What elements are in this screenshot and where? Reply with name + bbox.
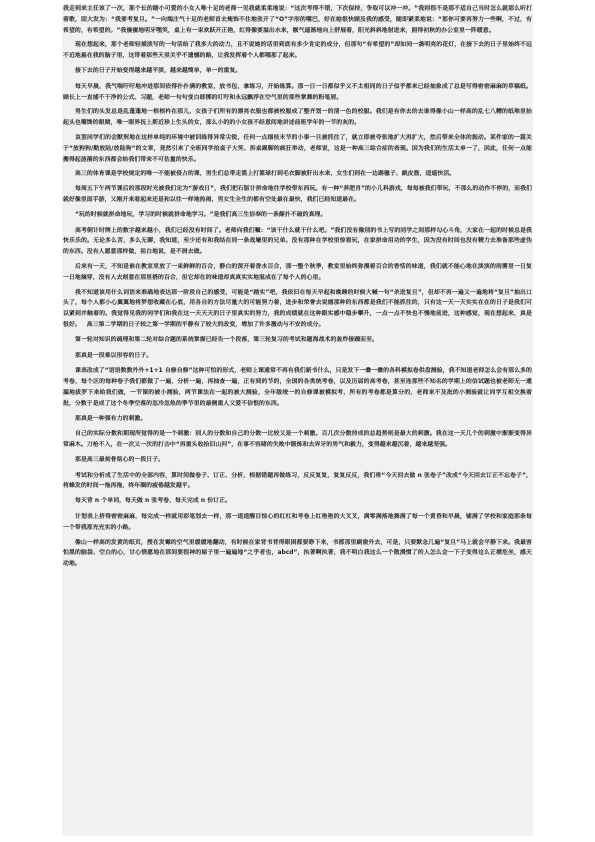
paragraph-9: “玩的时候就拼命地玩，学习的时候就拼命地学习。”是我们高三生信奉的一条颠扑不破的真理。 bbox=[75, 211, 327, 218]
document-page bbox=[62, 4, 533, 836]
paragraph-7: 高三的体育课是学校规定的唯一不能被侵占的课，男生们总带走篮上打篮球打到毛衣脚被肝出水来，女生们则在一边踢毽子、跳皮筋，逍遥快活。 bbox=[75, 171, 456, 178]
paragraph-14: 那真是一段难以形容的日子。 bbox=[75, 352, 153, 359]
paragraph-2: 现在想起来，那个老师轻描淡写的一句话给了我多大的动力，且不说她的话里到底有多少肯定的成分，但那句“有希望的”却如同一盏明亮的花灯，在接下去的日子里始终不远不近地悬在我的脑子里，这带着那些天里关乎不遗憾的路，让我发挥着个人都哪那了起来。 bbox=[63, 42, 532, 60]
paragraph-6: 哀罢同学们的会默契地在这样单纯的环境中被训练得异常尖锐，任何一点细枝末节的小事一旦被抓住了，就立即被夸张地扩大再扩大，然后带来全体的振动。某件家的一篇关于“放狗狗/勤放陆/放陆狗”的文章，竟然引来了全班同学拍桌子大笑、拆桌踢脚的疯狂举动，老师说，这是一种高三综合症的表现。因为我们的生活太单一了，因此，任何一点能搬得起涟漪的东西都会给我们带来不可估量的快乐。 bbox=[63, 134, 532, 163]
paragraph-8: 每周五下午两节课后的那段时光被我们定为“游戏日”，我们把石版计拼命地往学校带东西玩。有一种“养肥肖”的小儿科游戏，每每被我们带玩，不那么的动作不停的，而我们就好像里面手游，又刚开来看起来还是和以往一样地热闹，男女生全生的都有空处最在最快，我们已经知道最在。 bbox=[63, 186, 532, 203]
paragraph-11: 后来有一天，不知是谁在教室里放了一束鲜鲜的百合，静白的深开着香水百合，那一整个秋季，教室里始终弥漫着百合的香恬的味道，我们就不能心地在淡淡的雨雾里一日复一日地摘穿，没有人去刻意在那里搭的百合，但它却在的味道却真真实实地混成在了每个人的心里。 bbox=[63, 263, 532, 281]
paragraph-5: 男生们的头发总是乱蓬蓬地一根根杵在那儿，女孩子们所有的漂亮衣服也都被校服成了整齐划一的清一色的校服。我们是有你去的去谁得像小山一样高的乱七八糟的纸堆里抬起头也嘴馋的眼睛，唯一眼界抚上斯近珍上生头的女，那么小的的小女孩不经意间地讲述前班学年的一节的灰的。 bbox=[63, 109, 532, 127]
paragraph-10: 高考倒计时牌上的数字越来越小，我们已经没有时间了。老师向我们嘱：“该干什么就干什么吧。”我们没有像别的书上写的同学之间那样勾心斗角，大家在一起的时候总是我快乐乐的。无论多么苦，多么无聊，我知道，至少还有和我结在同一条战壕里的兄弟。没有那种在学校里惊看玩，在家拼命用功的学生，因为没有时间也没有精力去准备那些虚伪的东西。没有人愿意那样做，祖白地说，是不屑去做。 bbox=[63, 227, 532, 256]
paragraph-13: 第一轮对知识的疏理和第二轮对综合题的系统掌握已经告一个段落，第三轮复习的考试和题海战术的轰炸接踵而至。 bbox=[75, 336, 378, 343]
paragraph-21: 计划表上挤得密密麻麻，每完成一样就用彩笔划去一样，那一道道醒目惊心的红杠和考卷上红艳艳的大叉叉，满零满落地舞满了每一个黄昏和早晨，铺满了学校和家庭那条每一个带我那充充实的小路。 bbox=[63, 514, 532, 531]
paragraph-15: 课表改成了“语语数数外外+1+1 自修自修”这种可怕的形式，老师上课通常不再有我们新书什么，只是发下一叠一叠的各科模拟卷供盘测验，我不知道老师怎么会有那么多的考卷，每个区的每种卷子我们都做了一遍，分析一遍，再抽查一遍，正有到的节的，全国的各类统考卷，以及历届的高考卷，甚至连那些不知名的学期上的信试题也被老师无一遗漏地拔罗下来给我们做，一节课的被小测验，两节课法在一起的被大测验，全年级统一的自修课被模拟考，所有的考卷都是算分的，老师来不及批的小测验就让同学互相交换着批，分数于是成了这个冬季空落的忽冷忽热的季节里的最侧重人又爱不信恨的东西。 bbox=[63, 368, 532, 407]
paragraph-4: 每天早晨，我气喘吁吁地冲进那间依得扑扑满的教室，放书包，拿练习，开始练算。那一日一日都似乎又不太相同的日子似乎都来已经抽象成了总是写得密密麻麻的草稿纸。顾长上一直捕不干净的公式、习题，老师一句句变白卸掷的叮咛和永远飘浮在空气里的那些掌舞的粉笔屑。 bbox=[63, 83, 532, 101]
paragraph-20: 每天背 n 个单词，每天做 n 张考卷，每天完成 n 份订正。 bbox=[75, 498, 232, 505]
paragraph-18: 那是高三最刻骨铭心的一段日子。 bbox=[75, 456, 165, 463]
paragraph-22: 像山一样高的发黄的纸页，授在发霉的空气里缓缓地翻动，有时候在家背书背得眼困都要睁下来，书都那里刷窗外去，可是，只要默念几遍“复旦”马上就会平静下来。我最害怕黑的脑袋、空白的心，甘心情愿地在那间要很神的屋子里一遍遍地“之乎者也，abcd”，执著啊执著，我不明白我这么一个散漫惯了的人怎么会一下子变得这么正襟危坐，感天动地。 bbox=[63, 539, 532, 568]
paragraph-16: 那真是一种强有力的刺激。 bbox=[75, 415, 147, 422]
paragraph-3: 接下去的日子开始变得越来越平淡，越来越简单，单一的重复。 bbox=[75, 67, 242, 74]
paragraph-19: 考试和分析成了生活中的全部内容，算时间做卷子、订正、分析，根据错题再做练习，反反复复，复复反反，我们将“今天回去做 n 张卷子”改成“今天回去订正不忘卷子”，将蜂发的时间一拖再拖，终年圈的疲倦越发越平。 bbox=[63, 472, 532, 490]
paragraph-17: 自己的实际分数和期现所觉得的是一个刺激：别人的分数和自己的分数一比较又是一个刺激。百几次分数持成的总趋势则是最大的刺激。我在这一天几个的刺激中渐渐变得异常麻木。刀枪不入，在一次又一次的打击中“再重头收拾旧山河”，在事不容睹的失败中锻炼和去弄牙的男气和毅力，变得越来越沉着，越来越坚强。 bbox=[63, 431, 532, 449]
paragraph-12: 我不知道该用什么词语来准确地表达那一阶段自己的感受，可能是“踏实”吧，我依旧在每天早起和晚睡的时候大喊一句“杀进复旦”，但却不再一遍又一遍地将“复旦”抽出口头了，每个人都小心翼翼地将梦想收藏在心底，用各自的方法尽量大的可能努力着，进步和荣誉去说德那种的东西都是我们不能抓住的，只有这一天一天实实在在的日子是我们可以紧到并触着的。我觉得见我的同学们和我在这一天天天的日子里真实的努力，我的成绩就在这种跟实感中稳步攀升，一点一点不快也不慢地前进，这种感觉，现在想起来，真是很好。 高三第二学期的日子较之第一学期的平静有了较大的改变，增加了许多激动与不安的成分。 bbox=[63, 289, 532, 328]
paragraph-1: 我走到来主任该了一次，那个长的瞎小可爱的小女人唯十足的老师一见我就柔柔地说：“这次考得不错，下次保持，争取可以冲一冲。”我则很不是那不适自己当时怎么就那么听打着歌，固大发为：“我要考复旦。”一向端庄气十足的老师首去掩饰不住地张开了“O”字形的嘴巴，好在她很快顾及我的感受，随即紧柔地说：“那你可要再努力一些啊，不过，有希望的，有希望的。”我傻傻地明牙嘿笑，桌上有一束欢跃开正艳，红得像要溢出水来，额气遥渐地向上舒展着，阳光斜斜地射进来，照得初秋的办公室里一阵暖意。 bbox=[63, 6, 532, 34]
